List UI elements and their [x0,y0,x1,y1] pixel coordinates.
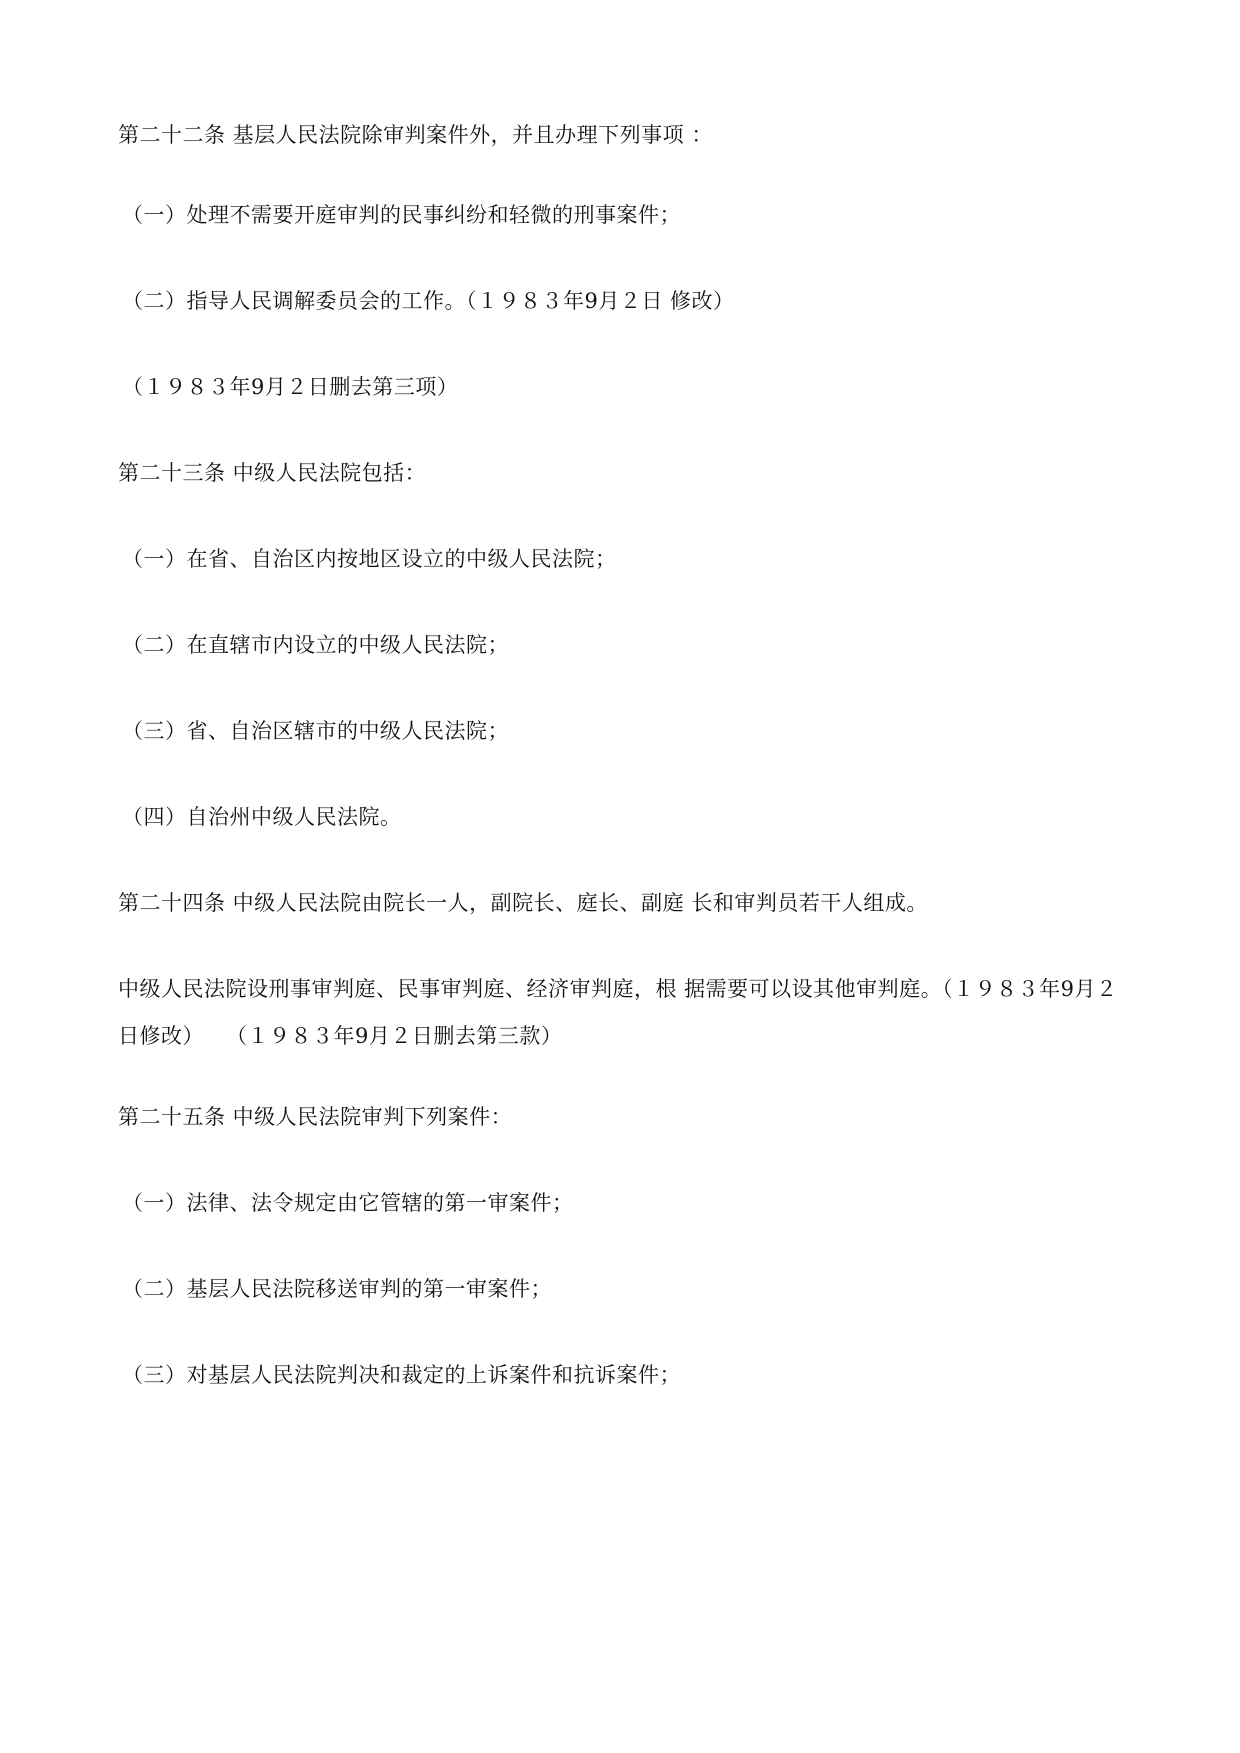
article-24-paragraph-2: 中级人民法院设刑事审判庭、民事审判庭、经济审判庭，根 据需要可以设其他审判庭。（１９８３年9月２日修改） （１９８３年9月２日删去第三款） [118,977,1118,1048]
article-25-item-2: （二）基层人民法院移送审判的第一审案件； [122,1277,552,1301]
article-24-heading: 第二十四条 中级人民法院由院长一人，副院长、庭长、副庭 长和审判员若干人组成。 [118,891,928,915]
article-23-item-4: （四）自治州中级人民法院。 [122,805,402,829]
article-22-deletion-note: （１９８３年9月２日删去第三项） [122,375,459,399]
article-23-item-2: （二）在直辖市内设立的中级人民法院； [122,633,509,657]
article-22-item-2: （二）指导人民调解委员会的工作。（１９８３年9月２日 修改） [122,289,735,313]
article-23-item-3: （三）省、自治区辖市的中级人民法院； [122,719,509,743]
article-22-heading: 第二十二条 基层人民法院除审判案件外，并且办理下列事项 ： [118,123,713,147]
article-23-heading: 第二十三条 中级人民法院包括： [118,461,427,485]
article-25-item-3: （三）对基层人民法院判决和裁定的上诉案件和抗诉案件； [122,1363,681,1387]
article-22-item-1: （一）处理不需要开庭审判的民事纠纷和轻微的刑事案件； [122,203,681,227]
article-25-heading: 第二十五条 中级人民法院审判下列案件： [118,1105,513,1129]
article-25-item-1: （一）法律、法令规定由它管辖的第一审案件； [122,1191,574,1215]
article-23-item-1: （一）在省、自治区内按地区设立的中级人民法院； [122,547,617,571]
